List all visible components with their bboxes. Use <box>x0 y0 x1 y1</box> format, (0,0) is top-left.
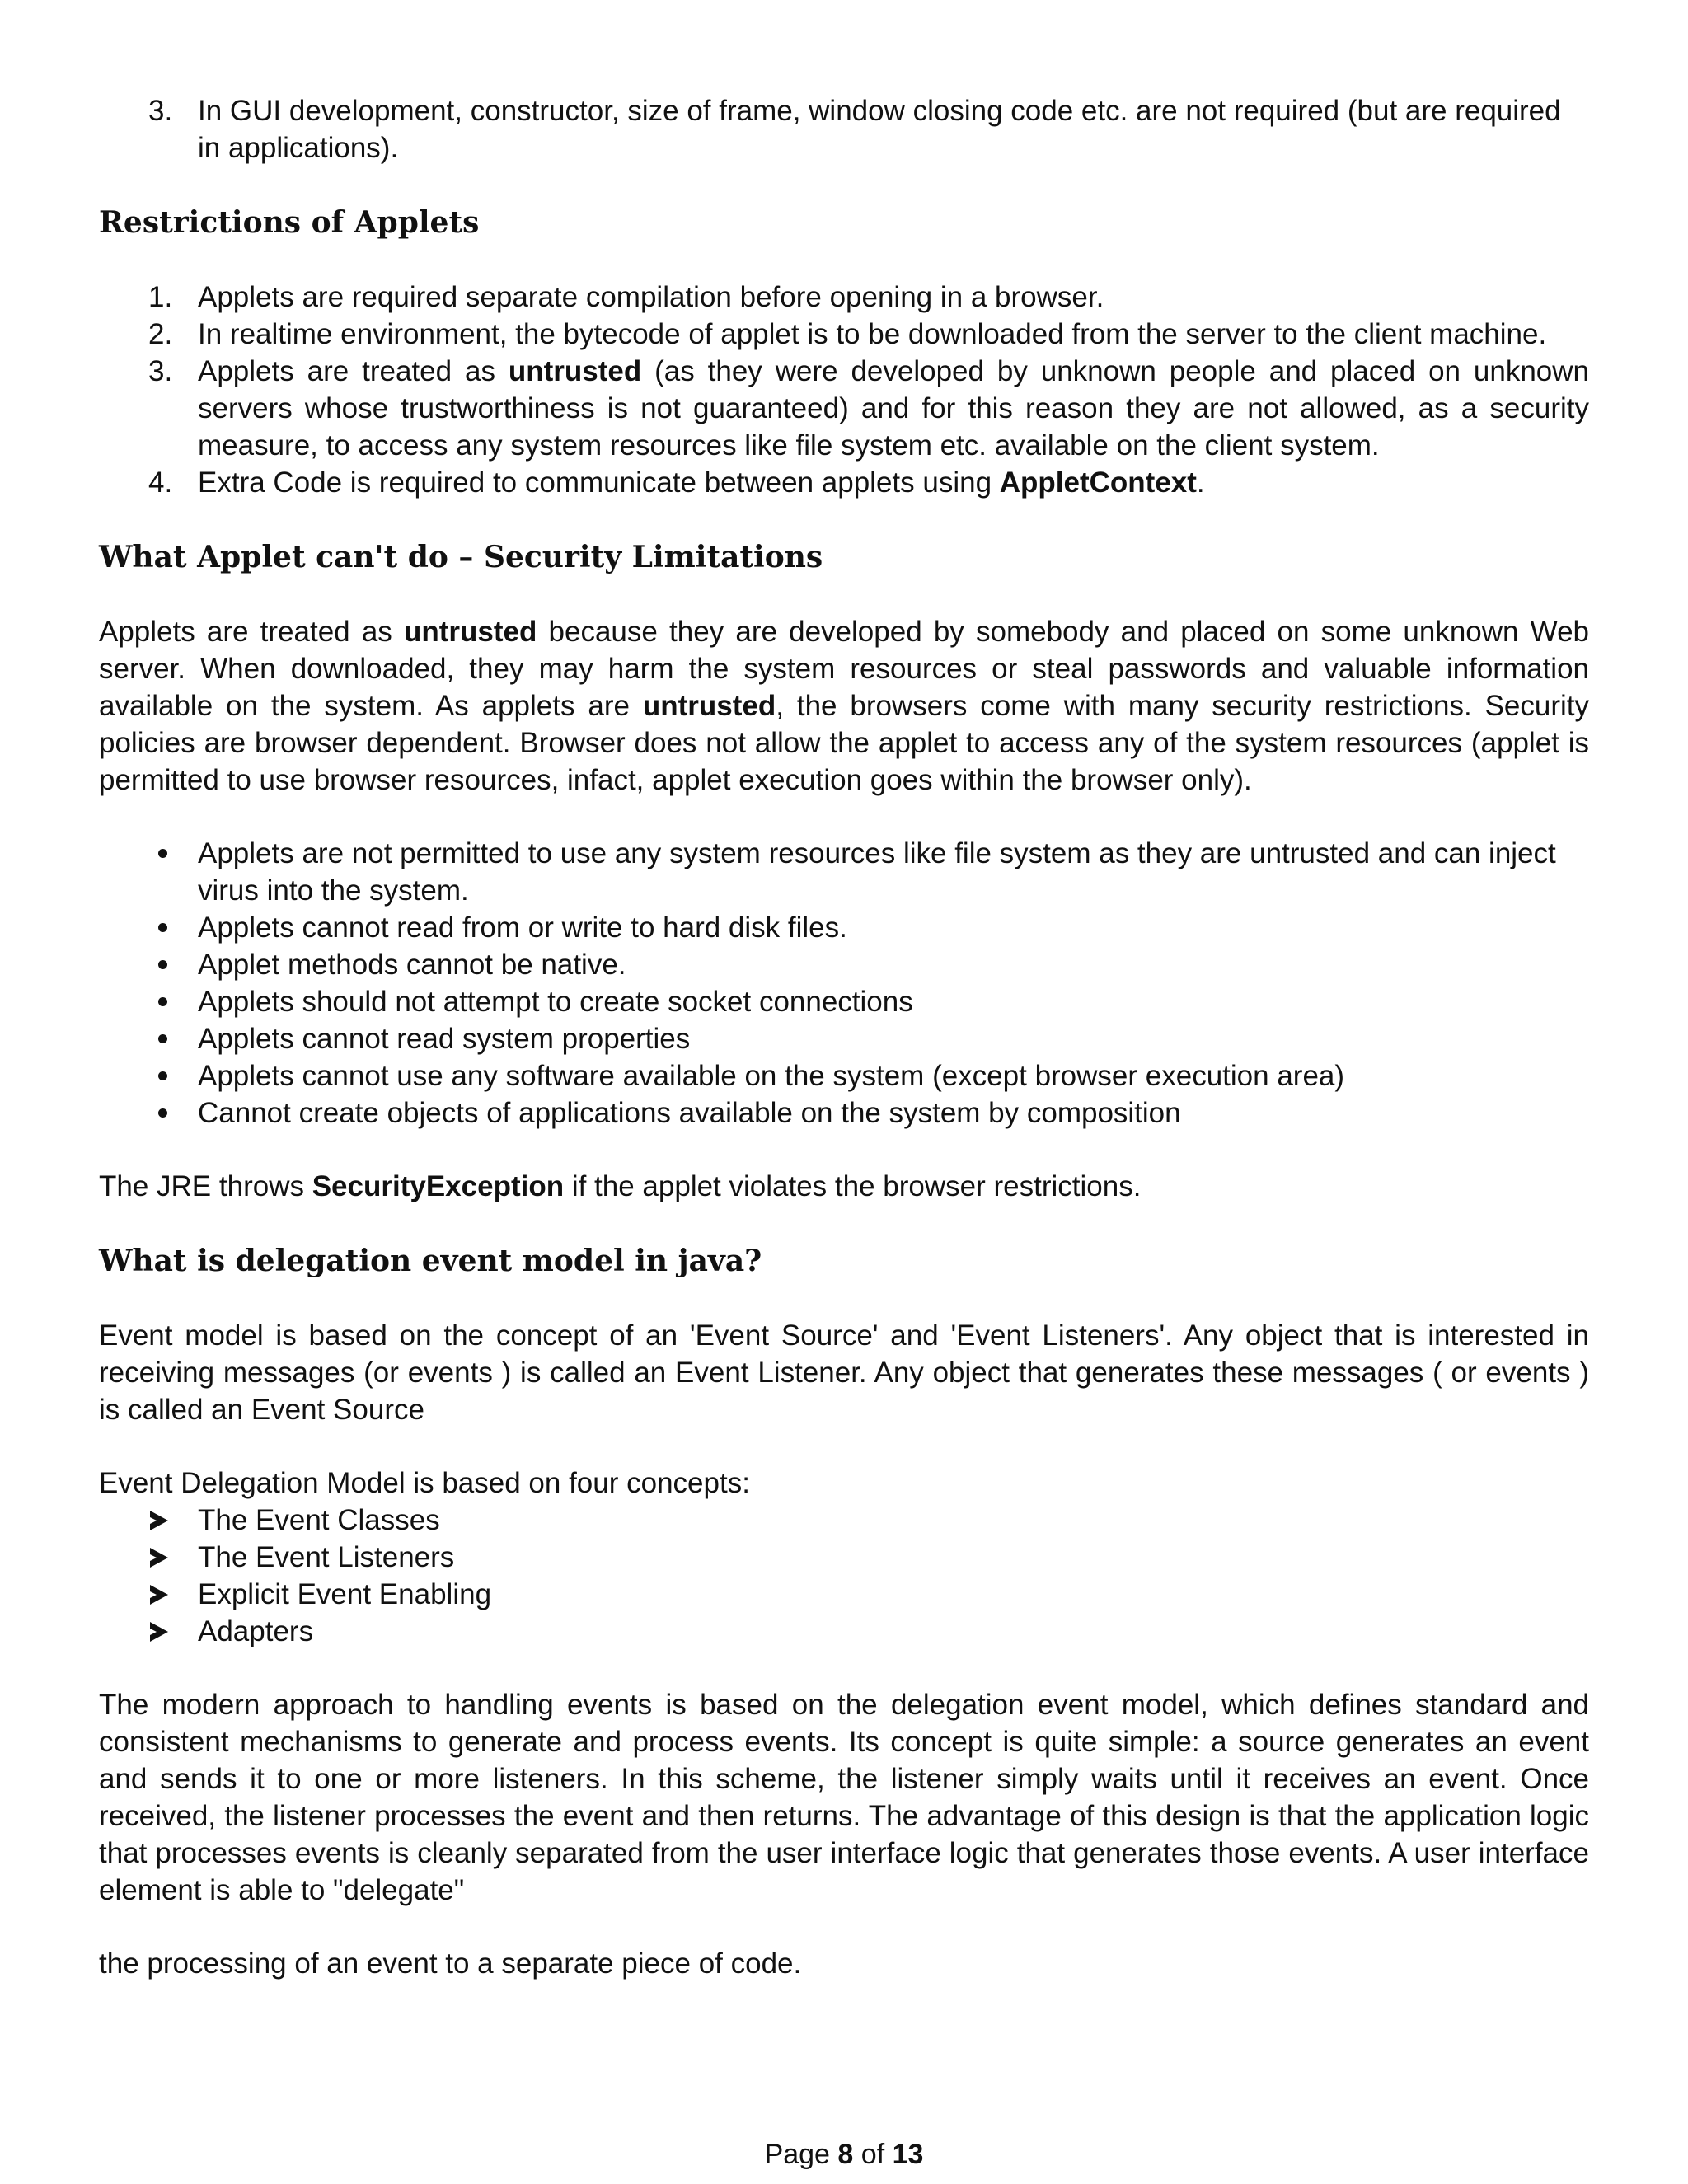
bullet-icon <box>158 960 167 969</box>
bullet-item <box>99 1057 1589 1094</box>
delegation-paragraph-3: the processing of an event to a separate piece of code. <box>99 1947 802 1980</box>
arrow-bullet-icon <box>150 1548 168 1568</box>
bullet-icon <box>158 923 167 932</box>
concept-text: The Event Classes <box>198 1504 440 1536</box>
limitations-paragraph <box>99 613 1589 799</box>
bullet-item <box>99 983 1589 1020</box>
text-run: because they are developed by somebody and placed on some unknown Web server. When downloaded, they may harm the system resources or steal passwords and valuable information available on the system. As applets are <box>99 616 1589 722</box>
list-number: 3. <box>148 95 173 127</box>
text-run: Extra Code is required to communicate between applets using <box>198 466 1000 499</box>
list-item-text: In realtime environment, the bytecode of applet is to be downloaded from the server to the client machine. <box>198 318 1547 350</box>
list-item-text <box>198 355 1589 462</box>
text-run: . <box>1196 466 1205 499</box>
arrow-bullet-icon <box>150 1622 168 1642</box>
bold-term: untrusted <box>508 355 642 387</box>
text-run: , the browsers come with many security restrictions. Security policies are browser dependent. Browser does not allow the applet to access any of the system resources (applet is permitted to use browser resources, infact, applet execution goes within the browser only). <box>99 690 1589 796</box>
bullet-text: Applets are not permitted to use any system resources like file system as they are untrusted and can inject virus into the system. <box>198 837 1556 907</box>
total-page-count: 13 <box>892 2139 924 2170</box>
list-item-text: Applets are required separate compilation before opening in a browser. <box>198 281 1104 313</box>
bullet-item <box>99 946 1589 983</box>
bullet-item <box>99 1020 1589 1057</box>
concept-text: The Event Listeners <box>198 1541 455 1573</box>
bullet-icon <box>158 1108 167 1118</box>
list-item <box>99 92 1589 166</box>
text-run: Applets are treated as <box>198 355 509 387</box>
arrow-bullet-icon <box>150 1585 168 1605</box>
bullet-icon <box>158 1034 167 1043</box>
list-item-text <box>198 466 1205 499</box>
concept-item <box>99 1576 1589 1613</box>
concept-item <box>99 1539 1589 1576</box>
delegation-paragraph-2: The modern approach to handling events is based on the delegation event model, which defines standard and consistent mechanisms to generate and process events. Its concept is quite simple: a source generates an event and sends it to one or more listeners. In this scheme, the listener simply waits until it receives an event. Once received, the listener processes the event and then returns. The advantage of this design is that the application logic that processes events is cleanly separated from the user interface logic that generates those events. A user interface element is able to "delegate" <box>99 1689 1589 1906</box>
bullet-text: Applet methods cannot be native. <box>198 949 626 981</box>
restrictions-heading: Restrictions of Applets <box>99 205 480 240</box>
list-number: 2. <box>148 318 173 350</box>
concept-text: Adapters <box>198 1615 314 1647</box>
concepts-list <box>99 1502 1589 1650</box>
bold-term: untrusted <box>403 616 537 648</box>
bullet-item <box>99 909 1589 946</box>
delegation-intro: Event Delegation Model is based on four concepts: <box>99 1467 750 1499</box>
page-label: Page <box>764 2139 830 2170</box>
current-page-number: 8 <box>837 2139 854 2170</box>
bullet-item <box>99 1094 1589 1132</box>
concept-text: Explicit Event Enabling <box>198 1578 492 1610</box>
jre-paragraph <box>99 1168 1589 1205</box>
concept-item <box>99 1502 1589 1539</box>
bullet-icon <box>158 849 167 858</box>
list-number: 1. <box>148 281 173 313</box>
bold-term: untrusted <box>642 690 776 722</box>
restrictions-list <box>99 279 1589 501</box>
text-run: The JRE throws <box>99 1170 312 1202</box>
list-item-text: In GUI development, constructor, size of frame, window closing code etc. are not required (but are required in applications). <box>198 95 1561 164</box>
text-run: (as they were developed by unknown people and placed on unknown servers whose trustworthiness is not guaranteed) and for this reason they are not allowed, as a security measure, to access any system resources like file system etc. available on the client system. <box>198 355 1589 462</box>
page-of-label: of <box>860 2139 885 2170</box>
concept-item <box>99 1613 1589 1650</box>
continued-list <box>99 92 1589 166</box>
bullet-text: Applets should not attempt to create socket connections <box>198 986 913 1018</box>
text-run: Applets are treated as <box>99 616 404 648</box>
list-number: 4. <box>148 466 173 499</box>
list-item <box>99 316 1589 353</box>
bullet-text: Applets cannot read system properties <box>198 1023 691 1055</box>
bullet-item <box>99 835 1589 909</box>
bullet-icon <box>158 997 167 1006</box>
arrow-bullet-icon <box>150 1511 168 1530</box>
list-item <box>99 464 1589 501</box>
text-run: if the applet violates the browser restrictions. <box>564 1170 1142 1202</box>
bold-term: SecurityException <box>312 1170 565 1202</box>
bold-term: AppletContext <box>999 466 1197 499</box>
list-item <box>99 279 1589 316</box>
limitations-bullet-list <box>99 835 1589 1132</box>
page-footer <box>0 2136 1688 2172</box>
limitations-heading: What Applet can't do – Security Limitations <box>99 540 823 574</box>
page-content <box>99 92 1589 1982</box>
bullet-icon <box>158 1071 167 1080</box>
bullet-text: Cannot create objects of applications available on the system by composition <box>198 1097 1181 1129</box>
list-number: 3. <box>148 355 173 387</box>
list-item <box>99 353 1589 464</box>
delegation-heading: What is delegation event model in java? <box>99 1244 762 1278</box>
bullet-text: Applets cannot read from or write to hard disk files. <box>198 912 847 944</box>
delegation-paragraph-1: Event model is based on the concept of an 'Event Source' and 'Event Listeners'. Any object that is interested in receiving messages (or events ) is called an Event Listener. Any object that generates these messages ( or events ) is called an Event Source <box>99 1319 1589 1426</box>
bullet-text: Applets cannot use any software available on the system (except browser execution area) <box>198 1060 1345 1092</box>
